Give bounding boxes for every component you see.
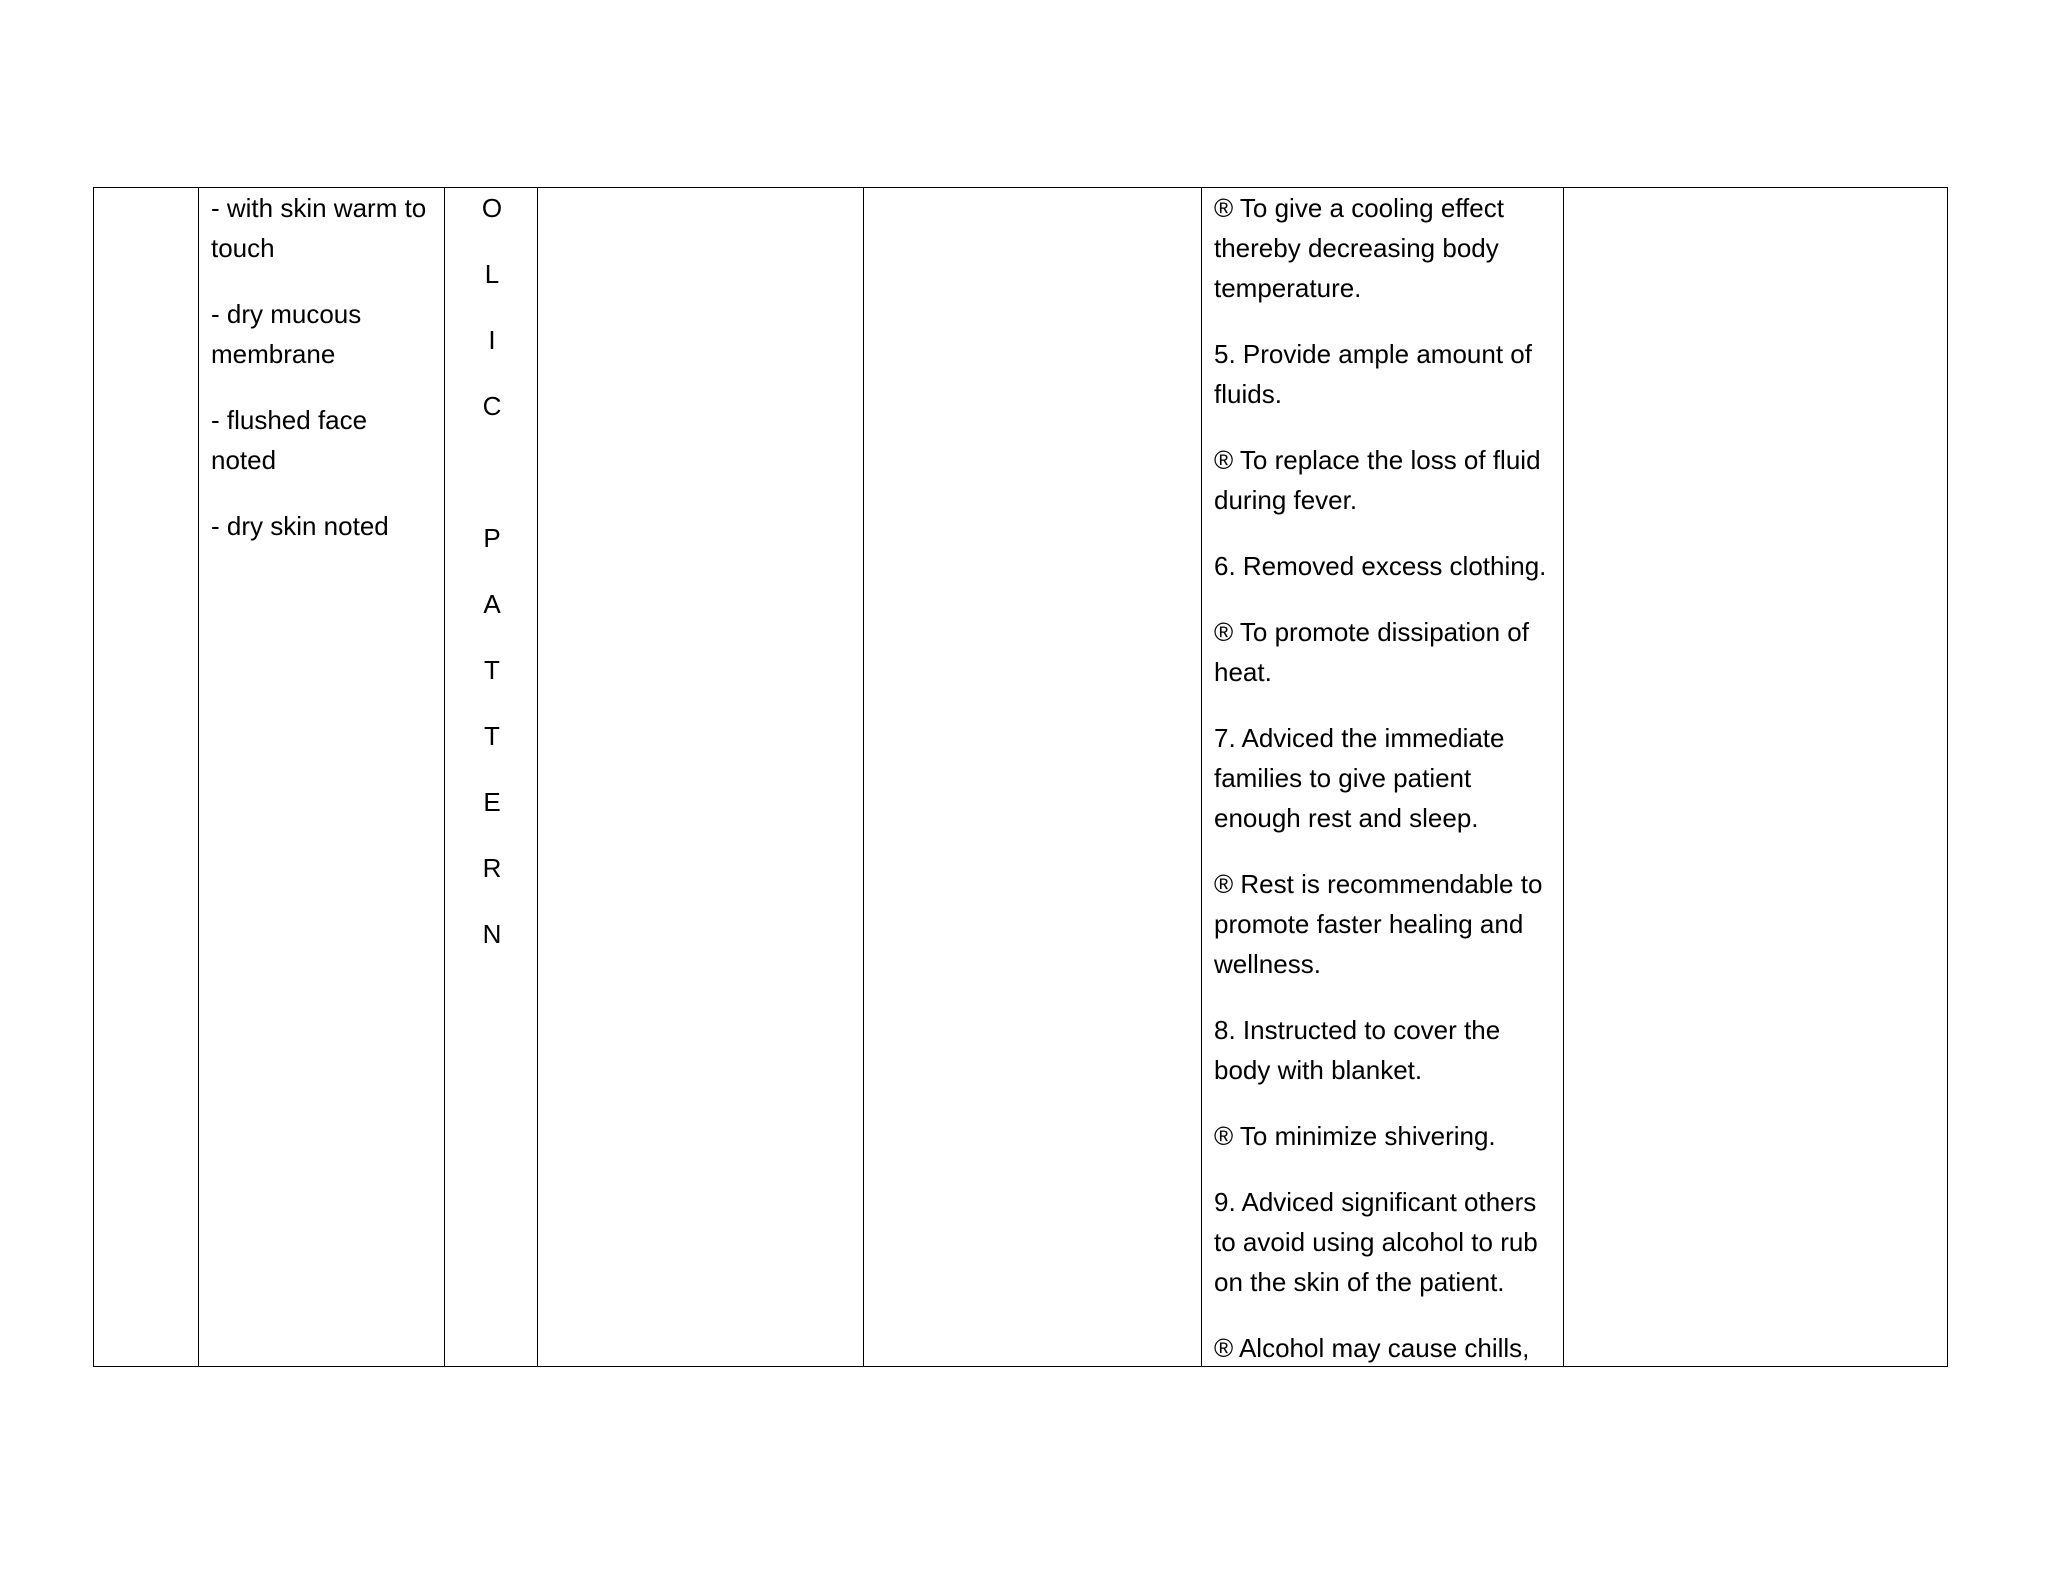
- intervention-text: ® To promote dissipation of heat.: [1214, 617, 1529, 687]
- cue-item: - dry skin noted: [211, 511, 389, 541]
- column-divider: [444, 188, 445, 1366]
- pattern-letter-gap: [446, 452, 538, 518]
- cue-item: - flushed face noted: [211, 405, 368, 475]
- pattern-letter: N: [482, 919, 502, 949]
- cues-cell: [199, 188, 439, 1366]
- intervention-text: 5. Provide ample amount of fluids.: [1214, 339, 1532, 409]
- pattern-letter: O: [481, 193, 503, 223]
- pattern-letter: A: [483, 589, 501, 619]
- nursing-care-plan-table: [93, 187, 1948, 1367]
- pattern-letter: E: [483, 787, 501, 817]
- cue-item: - dry mucous membrane: [211, 299, 362, 369]
- intervention-text: 8. Instructed to cover the body with blanket.: [1214, 1015, 1501, 1085]
- column-divider: [863, 188, 864, 1366]
- pattern-letter: I: [488, 325, 496, 355]
- column-divider: [1563, 188, 1564, 1366]
- intervention-text: 9. Adviced significant others to avoid using alcohol to rub on the skin of the patient.: [1214, 1187, 1538, 1297]
- intervention-text: ® To replace the loss of fluid during fever.: [1214, 445, 1541, 515]
- pattern-letter: C: [482, 391, 502, 421]
- pattern-letters-cell: [446, 188, 538, 1366]
- cue-item: - with skin warm to touch: [211, 193, 427, 263]
- intervention-text: ® Rest is recommendable to promote faster healing and wellness.: [1214, 869, 1543, 979]
- intervention-text: 6. Removed excess clothing.: [1214, 551, 1547, 581]
- pattern-letter: T: [484, 721, 500, 751]
- intervention-text: ® To give a cooling effect thereby decreasing body temperature.: [1214, 193, 1504, 303]
- pattern-letter: R: [482, 853, 502, 883]
- pattern-letter: L: [484, 259, 500, 289]
- interventions-cell: [1202, 188, 1562, 1366]
- intervention-text: ® To minimize shivering.: [1214, 1121, 1496, 1151]
- pattern-letter: P: [483, 523, 501, 553]
- pattern-letter: T: [484, 655, 500, 685]
- intervention-text: 7. Adviced the immediate families to give patient enough rest and sleep.: [1214, 723, 1505, 833]
- intervention-text: ® Alcohol may cause chills,: [1214, 1333, 1530, 1363]
